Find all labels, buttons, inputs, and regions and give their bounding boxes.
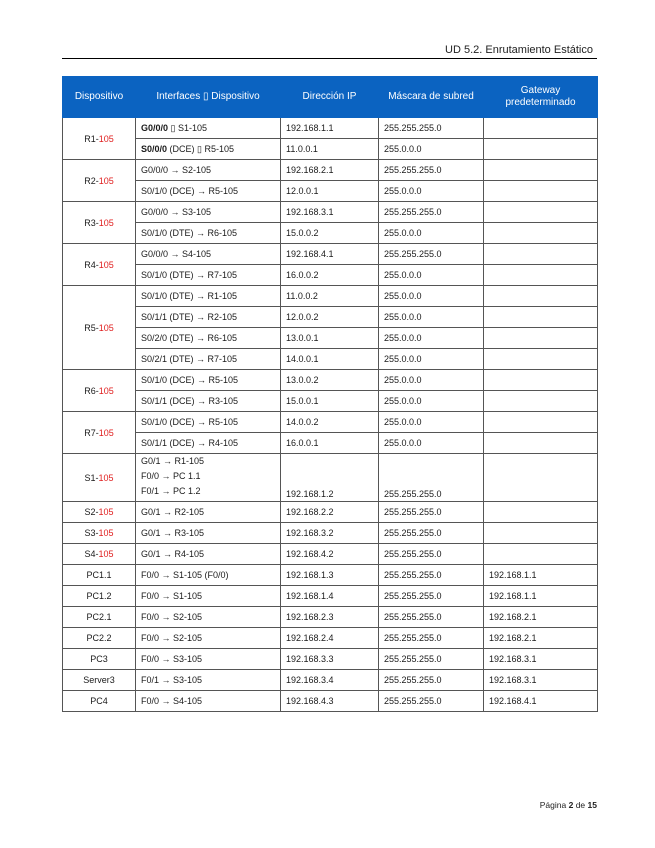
mask-cell: 255.0.0.0 bbox=[379, 181, 484, 202]
addressing-table bbox=[62, 76, 598, 712]
gateway-cell: 192.168.2.1 bbox=[484, 628, 598, 649]
table-row bbox=[63, 139, 598, 160]
device-suffix: 105 bbox=[98, 175, 114, 186]
table-row bbox=[63, 454, 598, 502]
mask-cell: 255.255.255.0 bbox=[379, 502, 484, 523]
table-header-row bbox=[63, 77, 598, 118]
table-body bbox=[63, 118, 598, 712]
device-cell bbox=[63, 607, 136, 628]
table-row bbox=[63, 628, 598, 649]
page-total: 15 bbox=[587, 800, 597, 810]
device-name: R3- bbox=[84, 217, 99, 228]
interface-cell: S0/1/0 (DCE) → R5-105 bbox=[136, 412, 281, 433]
mask-cell: 255.255.255.0 bbox=[379, 118, 484, 139]
device-cell bbox=[63, 370, 136, 412]
table-row bbox=[63, 649, 598, 670]
ip-cell: 192.168.2.1 bbox=[281, 160, 379, 181]
interface-cell: S0/1/0 (DTE) → R1-105 bbox=[136, 286, 281, 307]
interface-port: G0/0/0 bbox=[141, 122, 169, 133]
device-name: PC1.2 bbox=[86, 591, 112, 601]
interface-cell: S0/2/1 (DTE) → R7-105 bbox=[136, 349, 281, 370]
mask-cell: 255.0.0.0 bbox=[379, 433, 484, 454]
gateway-cell bbox=[484, 523, 598, 544]
page-label: Página bbox=[539, 800, 567, 810]
interface-cell: G0/1 → R3-105 bbox=[136, 523, 281, 544]
device-cell bbox=[63, 544, 136, 565]
interface-line: F0/0 → PC 1.1 bbox=[141, 471, 201, 481]
interface-cell: F0/0 → S2-105 bbox=[136, 628, 281, 649]
ip-cell: 13.0.0.1 bbox=[281, 328, 379, 349]
mask-cell: 255.255.255.0 bbox=[379, 544, 484, 565]
gateway-cell: 192.168.1.1 bbox=[484, 586, 598, 607]
mask-cell: 255.0.0.0 bbox=[379, 391, 484, 412]
table-row bbox=[63, 691, 598, 712]
table-row bbox=[63, 181, 598, 202]
device-name: S1- bbox=[84, 472, 99, 483]
interface-cell: G0/0/0 → S4-105 bbox=[136, 244, 281, 265]
table-row bbox=[63, 286, 598, 307]
gateway-cell: 192.168.1.1 bbox=[484, 565, 598, 586]
table-row bbox=[63, 523, 598, 544]
ip-cell: 15.0.0.1 bbox=[281, 391, 379, 412]
table-row bbox=[63, 502, 598, 523]
table-row bbox=[63, 328, 598, 349]
interface-cell: F0/0 → S4-105 bbox=[136, 691, 281, 712]
device-name: PC2.1 bbox=[86, 612, 112, 622]
table-row bbox=[63, 370, 598, 391]
mask-cell: 255.255.255.0 bbox=[379, 607, 484, 628]
ip-cell: 12.0.0.2 bbox=[281, 307, 379, 328]
table-row bbox=[63, 307, 598, 328]
gateway-cell bbox=[484, 544, 598, 565]
device-suffix: 105 bbox=[98, 217, 114, 228]
col-header-interfaces: Interfaces ▯ Dispositivo bbox=[136, 77, 281, 118]
col-header-mask: Máscara de subred bbox=[379, 77, 484, 118]
device-name: S3- bbox=[84, 528, 99, 538]
device-suffix: 105 bbox=[98, 549, 114, 559]
gateway-cell bbox=[484, 454, 598, 502]
interface-cell: F0/0 → S1-105 bbox=[136, 586, 281, 607]
gateway-cell bbox=[484, 391, 598, 412]
interface-cell: G0/0/0 → S2-105 bbox=[136, 160, 281, 181]
device-name: R6- bbox=[84, 385, 99, 396]
table-row bbox=[63, 607, 598, 628]
device-suffix: 105 bbox=[98, 472, 114, 483]
gateway-cell bbox=[484, 433, 598, 454]
gateway-cell bbox=[484, 328, 598, 349]
ip-cell: 16.0.0.1 bbox=[281, 433, 379, 454]
device-suffix: 105 bbox=[98, 427, 114, 438]
document-header-title: UD 5.2. Enrutamiento Estático bbox=[445, 44, 593, 56]
device-cell bbox=[63, 412, 136, 454]
interface-cell: S0/1/1 (DCE) → R3-105 bbox=[136, 391, 281, 412]
device-suffix: 105 bbox=[98, 507, 114, 517]
interface-link: ▯ S1-105 bbox=[168, 122, 208, 133]
device-name: R5- bbox=[84, 322, 99, 333]
interface-cell bbox=[136, 118, 281, 139]
table-row bbox=[63, 391, 598, 412]
ip-cell: 13.0.0.2 bbox=[281, 370, 379, 391]
table-row bbox=[63, 265, 598, 286]
device-name: Server3 bbox=[83, 675, 115, 685]
ip-cell: 192.168.1.4 bbox=[281, 586, 379, 607]
gateway-cell: 192.168.2.1 bbox=[484, 607, 598, 628]
table-row bbox=[63, 544, 598, 565]
ip-cell: 11.0.0.1 bbox=[281, 139, 379, 160]
header-rule bbox=[62, 58, 597, 59]
interface-cell bbox=[136, 454, 281, 502]
ip-cell: 16.0.0.2 bbox=[281, 265, 379, 286]
device-cell bbox=[63, 691, 136, 712]
mask-cell: 255.255.255.0 bbox=[379, 160, 484, 181]
table-row bbox=[63, 433, 598, 454]
device-suffix: 105 bbox=[98, 528, 114, 538]
ip-cell: 192.168.4.1 bbox=[281, 244, 379, 265]
mask-cell: 255.255.255.0 bbox=[379, 565, 484, 586]
device-suffix: 105 bbox=[98, 259, 114, 270]
mask-cell: 255.0.0.0 bbox=[379, 370, 484, 391]
device-cell bbox=[63, 244, 136, 286]
ip-cell: 15.0.0.2 bbox=[281, 223, 379, 244]
device-name: R2- bbox=[84, 175, 99, 186]
interface-cell: S0/1/1 (DTE) → R2-105 bbox=[136, 307, 281, 328]
table-row bbox=[63, 118, 598, 139]
ip-cell: 192.168.1.1 bbox=[281, 118, 379, 139]
device-cell bbox=[63, 454, 136, 502]
ip-cell: 192.168.2.2 bbox=[281, 502, 379, 523]
mask-cell: 255.0.0.0 bbox=[379, 139, 484, 160]
device-cell bbox=[63, 649, 136, 670]
table-row bbox=[63, 670, 598, 691]
interface-line: G0/1 → R1-105 bbox=[141, 456, 205, 466]
mask-cell: 255.255.255.0 bbox=[379, 691, 484, 712]
device-cell bbox=[63, 586, 136, 607]
device-cell bbox=[63, 202, 136, 244]
interface-cell: G0/1 → R2-105 bbox=[136, 502, 281, 523]
device-suffix: 105 bbox=[98, 322, 114, 333]
gateway-cell bbox=[484, 412, 598, 433]
gateway-cell bbox=[484, 307, 598, 328]
interface-cell: S0/1/0 (DTE) → R7-105 bbox=[136, 265, 281, 286]
device-cell bbox=[63, 502, 136, 523]
mask-cell: 255.0.0.0 bbox=[379, 223, 484, 244]
interface-cell: F0/0 → S3-105 bbox=[136, 649, 281, 670]
gateway-cell: 192.168.4.1 bbox=[484, 691, 598, 712]
gateway-cell: 192.168.3.1 bbox=[484, 670, 598, 691]
mask-cell: 255.255.255.0 bbox=[379, 586, 484, 607]
device-name: R4- bbox=[84, 259, 99, 270]
ip-cell: 192.168.4.3 bbox=[281, 691, 379, 712]
mask-cell: 255.255.255.0 bbox=[379, 202, 484, 223]
table-row bbox=[63, 565, 598, 586]
col-header-device: Dispositivo bbox=[63, 77, 136, 118]
ip-cell: 192.168.3.4 bbox=[281, 670, 379, 691]
page-footer bbox=[540, 800, 597, 810]
device-name: R7- bbox=[84, 427, 99, 438]
mask-cell: 255.255.255.0 bbox=[379, 649, 484, 670]
gateway-cell bbox=[484, 223, 598, 244]
interface-cell: F0/1 → S3-105 bbox=[136, 670, 281, 691]
interface-cell: F0/0 → S2-105 bbox=[136, 607, 281, 628]
gateway-cell bbox=[484, 181, 598, 202]
gateway-cell bbox=[484, 160, 598, 181]
table-row bbox=[63, 244, 598, 265]
device-cell bbox=[63, 670, 136, 691]
interface-link: (DCE) ▯ R5-105 bbox=[167, 143, 234, 154]
interface-cell bbox=[136, 139, 281, 160]
interface-cell: F0/0 → S1-105 (F0/0) bbox=[136, 565, 281, 586]
table-row bbox=[63, 349, 598, 370]
device-cell bbox=[63, 160, 136, 202]
interface-cell: S0/1/0 (DCE) → R5-105 bbox=[136, 181, 281, 202]
ip-cell: 14.0.0.1 bbox=[281, 349, 379, 370]
gateway-cell bbox=[484, 118, 598, 139]
table-row bbox=[63, 202, 598, 223]
gateway-cell bbox=[484, 265, 598, 286]
ip-cell: 12.0.0.1 bbox=[281, 181, 379, 202]
ip-cell: 192.168.1.2 bbox=[281, 454, 379, 502]
mask-cell: 255.0.0.0 bbox=[379, 349, 484, 370]
ip-cell: 14.0.0.2 bbox=[281, 412, 379, 433]
device-name: PC2.2 bbox=[86, 633, 112, 643]
interface-cell: S0/1/0 (DTE) → R6-105 bbox=[136, 223, 281, 244]
device-cell bbox=[63, 523, 136, 544]
interface-line: F0/1 → PC 1.2 bbox=[141, 486, 201, 496]
mask-cell: 255.255.255.0 bbox=[379, 454, 484, 502]
device-cell bbox=[63, 628, 136, 649]
device-cell bbox=[63, 286, 136, 370]
ip-cell: 11.0.0.2 bbox=[281, 286, 379, 307]
col-header-gateway: Gateway predeterminado bbox=[484, 77, 598, 118]
interface-cell: G0/1 → R4-105 bbox=[136, 544, 281, 565]
gateway-cell: 192.168.3.1 bbox=[484, 649, 598, 670]
device-cell bbox=[63, 118, 136, 160]
col-header-ip: Dirección IP bbox=[281, 77, 379, 118]
ip-cell: 192.168.3.3 bbox=[281, 649, 379, 670]
mask-cell: 255.0.0.0 bbox=[379, 328, 484, 349]
mask-cell: 255.0.0.0 bbox=[379, 265, 484, 286]
mask-cell: 255.0.0.0 bbox=[379, 412, 484, 433]
mask-cell: 255.255.255.0 bbox=[379, 523, 484, 544]
ip-cell: 192.168.2.4 bbox=[281, 628, 379, 649]
device-name: R1- bbox=[84, 133, 99, 144]
table-row bbox=[63, 160, 598, 181]
gateway-cell bbox=[484, 139, 598, 160]
ip-cell: 192.168.4.2 bbox=[281, 544, 379, 565]
gateway-cell bbox=[484, 502, 598, 523]
interface-cell: G0/0/0 → S3-105 bbox=[136, 202, 281, 223]
mask-cell: 255.255.255.0 bbox=[379, 670, 484, 691]
gateway-cell bbox=[484, 349, 598, 370]
device-name: S4- bbox=[84, 549, 99, 559]
ip-cell: 192.168.3.1 bbox=[281, 202, 379, 223]
device-cell bbox=[63, 565, 136, 586]
mask-cell: 255.0.0.0 bbox=[379, 286, 484, 307]
ip-cell: 192.168.1.3 bbox=[281, 565, 379, 586]
gateway-cell bbox=[484, 202, 598, 223]
ip-cell: 192.168.2.3 bbox=[281, 607, 379, 628]
device-name: PC4 bbox=[90, 696, 108, 706]
table-row bbox=[63, 586, 598, 607]
table-row bbox=[63, 412, 598, 433]
device-name: S2- bbox=[84, 507, 99, 517]
mask-cell: 255.255.255.0 bbox=[379, 628, 484, 649]
page-of-label: de bbox=[575, 800, 586, 810]
gateway-cell bbox=[484, 370, 598, 391]
mask-cell: 255.255.255.0 bbox=[379, 244, 484, 265]
gateway-cell bbox=[484, 286, 598, 307]
interface-cell: S0/2/0 (DTE) → R6-105 bbox=[136, 328, 281, 349]
gateway-cell bbox=[484, 244, 598, 265]
table-row bbox=[63, 223, 598, 244]
page-number: 2 bbox=[568, 800, 574, 810]
device-suffix: 105 bbox=[98, 385, 114, 396]
device-name: PC1.1 bbox=[86, 570, 112, 580]
interface-port: S0/0/0 bbox=[141, 143, 168, 154]
mask-cell: 255.0.0.0 bbox=[379, 307, 484, 328]
device-suffix: 105 bbox=[98, 133, 114, 144]
device-name: PC3 bbox=[90, 654, 108, 664]
ip-cell: 192.168.3.2 bbox=[281, 523, 379, 544]
interface-cell: S0/1/0 (DCE) → R5-105 bbox=[136, 370, 281, 391]
interface-cell: S0/1/1 (DCE) → R4-105 bbox=[136, 433, 281, 454]
